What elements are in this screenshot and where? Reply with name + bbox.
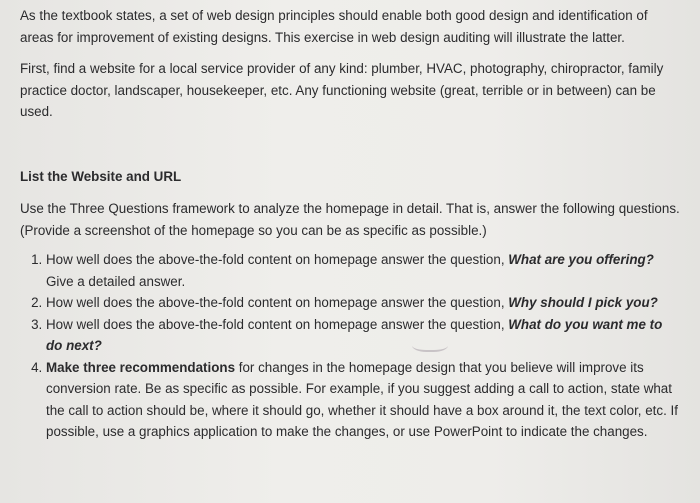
question-1-tail: Give a detailed answer.: [46, 273, 186, 289]
question-4-text: for changes in the homepage design that you believe will improve its conversion rate. Be as specific as possible. For example, if you suggest adding a call to action, state what the call to action should be, where it should go, whether it should have a box around it, the text color, etc. If possible, use a graphics application to make the changes, or use PowerPoint to indicate the changes.: [46, 359, 678, 439]
question-3-emphasis: What do you want me to do next?: [46, 316, 663, 353]
questions-list: [20, 249, 682, 443]
question-2-emphasis: Why should I pick you?: [508, 295, 658, 310]
question-item-2: [46, 292, 682, 314]
question-2-text: How well does the above-the-fold content on homepage answer the question,: [46, 295, 509, 310]
question-1-emphasis: What are you offering?: [508, 252, 654, 267]
intro-paragraph: As the textbook states, a set of web design principles should enable both good design and identification of areas for improvement of existing designs. This exercise in web design auditing will illustrate the latter.: [20, 8, 648, 45]
framework-paragraph: Use the Three Questions framework to analyze the homepage in detail. That is, answer the following questions. (Provide a screenshot of the homepage so you can be as specific as possible.): [20, 201, 680, 238]
question-item-4: [46, 357, 682, 443]
question-3-text: How well does the above-the-fold content on homepage answer the question,: [46, 316, 509, 332]
question-4-lead: Make three recommendations: [46, 359, 236, 375]
instructions-paragraph: First, find a website for a local service provider of any kind: plumber, HVAC, photography, chiropractor, family practice doctor, landscaper, housekeeper, etc. Any functioning website (great, terrible or in between) can be used.: [20, 61, 664, 119]
pen-mark: [412, 336, 448, 352]
question-1-text: How well does the above-the-fold content on homepage answer the question,: [46, 252, 509, 267]
question-item-1: [46, 249, 682, 292]
question-item-3: [46, 314, 682, 357]
section-heading: List the Website and URL: [20, 168, 182, 184]
